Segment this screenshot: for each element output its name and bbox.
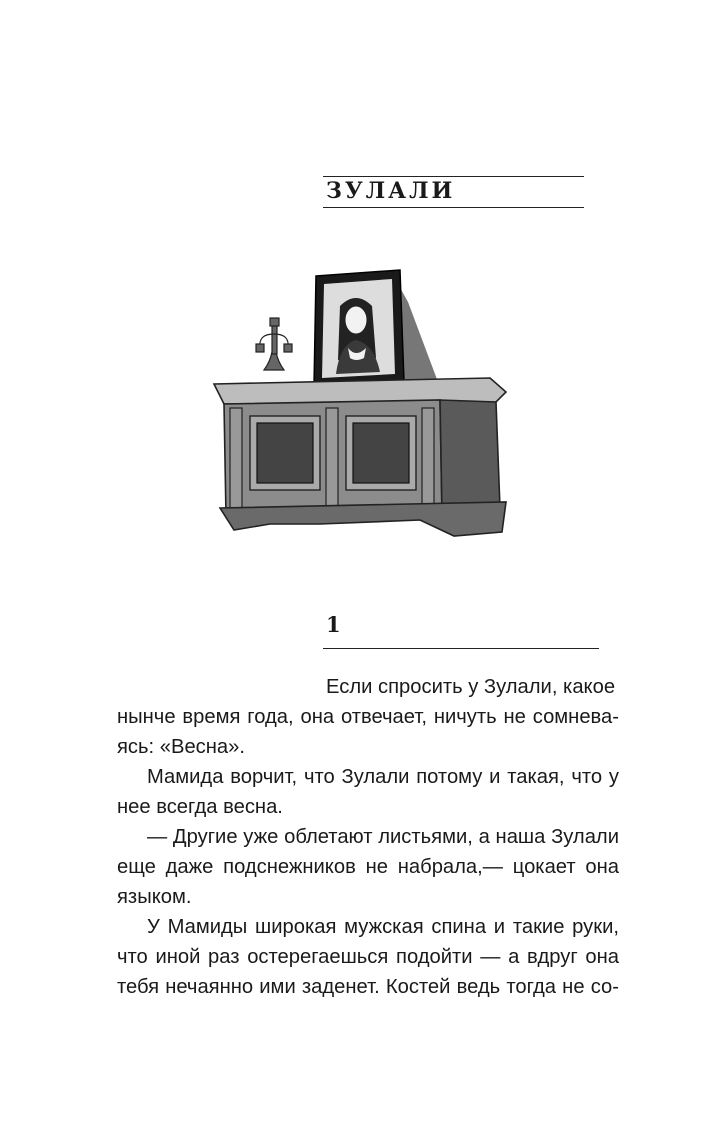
text-line: тебя нечаянно ими заденет. Костей ведь тогда не со- [117,976,619,998]
text-line: еще даже подснежников не набрала,— цокает она [117,856,619,878]
text-line: нынче время года, она отвечает, ничуть не сомнева- [117,706,619,728]
candelabra-icon [256,318,292,370]
title-rule-top [323,176,584,177]
text-line: что иной раз остерегаешься подойти — а вдруг она [117,946,619,968]
sideboard-side [440,400,500,514]
section-number: 1 [326,612,341,637]
body-text [117,672,619,1002]
text-line: Если спросить у Зулали, какое [326,676,616,698]
text-line: нее всегда весна. [117,796,283,818]
text-line: ясь: «Весна». [117,736,245,758]
sideboard-illustration [210,262,510,540]
text-line: — Другие уже облетают листьями, а наша Зулали [147,826,619,848]
text-line: Мамида ворчит, что Зулали потому и такая, что у [147,766,619,788]
section-rule [323,648,599,649]
sideboard-base [220,502,506,536]
chapter-title: ЗУЛАЛИ [326,178,456,204]
text-line: языком. [117,886,192,908]
text-line: У Мамиды широкая мужская спина и такие руки, [147,916,619,938]
title-rule-bottom [323,207,584,208]
